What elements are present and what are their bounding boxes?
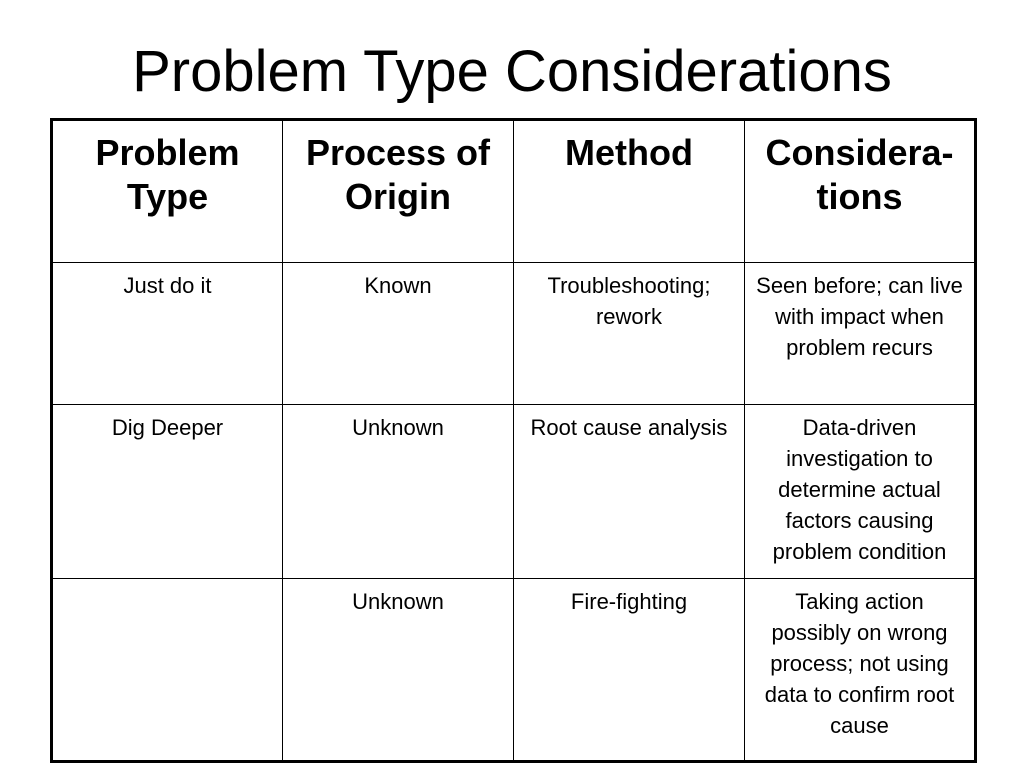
- cell-problem-type: Dig Deeper: [52, 405, 283, 579]
- header-row: [52, 120, 976, 263]
- header-process-of-origin: Process of Origin: [283, 120, 514, 263]
- cell-process-of-origin: Unknown: [283, 579, 514, 762]
- cell-process-of-origin: Unknown: [283, 405, 514, 579]
- cell-considerations: Seen before; can live with impact when problem recurs: [745, 263, 976, 405]
- header-considerations: Considera-tions: [745, 120, 976, 263]
- cell-considerations: Taking action possibly on wrong process; not using data to confirm root cause: [745, 579, 976, 762]
- cell-considerations: Data-driven investigation to determine actual factors causing problem condition: [745, 405, 976, 579]
- header-method: Method: [514, 120, 745, 263]
- cell-process-of-origin: Known: [283, 263, 514, 405]
- cell-problem-type: [52, 579, 283, 762]
- table-row: [52, 405, 976, 579]
- table-row: [52, 263, 976, 405]
- cell-method: Root cause analysis: [514, 405, 745, 579]
- table-row: [52, 579, 976, 762]
- header-problem-type: Problem Type: [52, 120, 283, 263]
- slide-title: Problem Type Considerations: [132, 39, 892, 104]
- cell-problem-type: Just do it: [52, 263, 283, 405]
- considerations-table: [50, 118, 977, 763]
- cell-method: Troubleshooting; rework: [514, 263, 745, 405]
- cell-method: Fire-fighting: [514, 579, 745, 762]
